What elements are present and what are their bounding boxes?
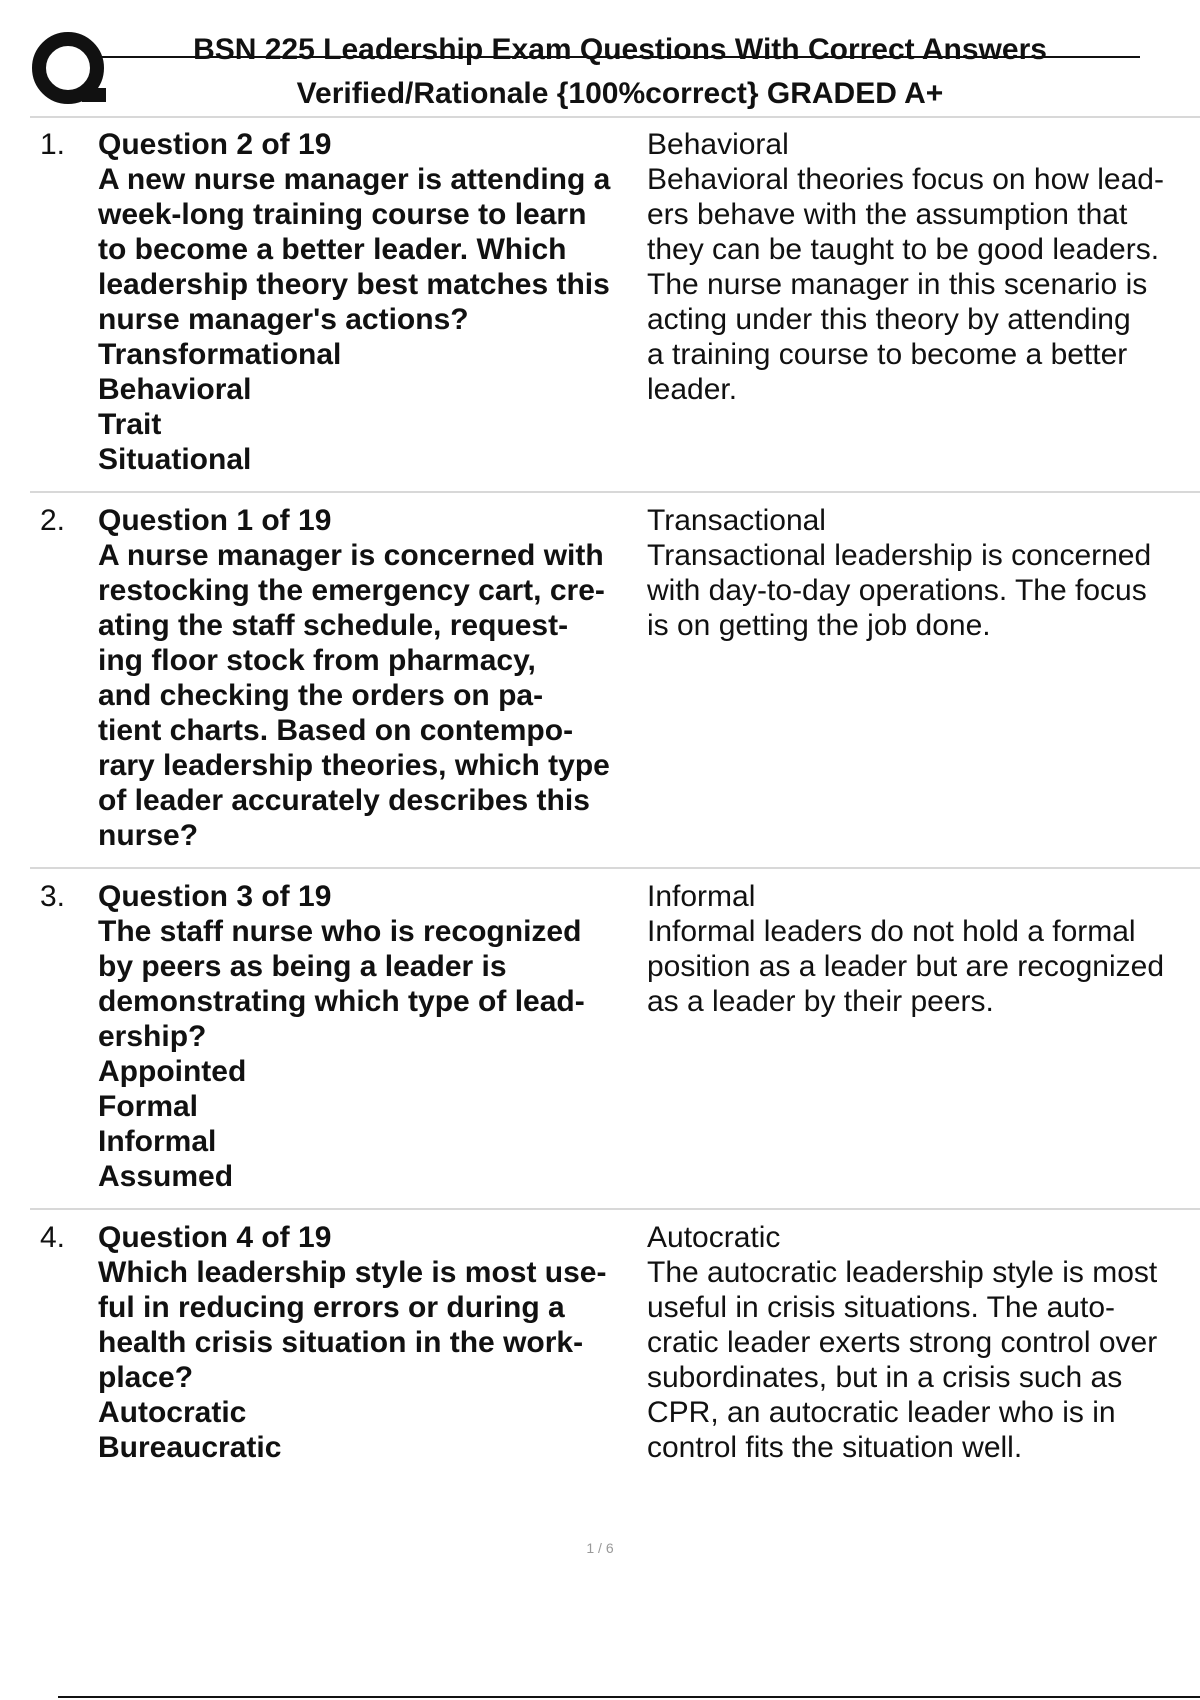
answer-option: Trait <box>98 408 162 441</box>
question-line: ating the staff schedule, request- <box>98 609 569 642</box>
rationale-line: a training course to become a better <box>647 338 1128 371</box>
answer-option: Transformational <box>98 338 342 371</box>
answer-option: Informal <box>98 1125 217 1158</box>
document-title-line-1: BSN 225 Leadership Exam Questions With Correct Answers <box>193 33 1047 66</box>
item-number: 1. <box>40 128 66 161</box>
question-line: to become a better leader. Which <box>98 233 567 266</box>
question-line: Question 2 of 19 <box>98 128 332 161</box>
rationale-line: The nurse manager in this scenario is <box>647 268 1148 301</box>
question-line: demonstrating which type of lead- <box>98 985 585 1018</box>
answer-rationale <box>647 127 1200 407</box>
rationale-line: is on getting the job done. <box>647 609 991 642</box>
question-line: leadership theory best matches this <box>98 268 610 301</box>
question-text <box>98 879 643 1194</box>
rationale-line: control fits the situation well. <box>647 1431 1023 1464</box>
question-line: place? <box>98 1361 194 1394</box>
rationale-line: ers behave with the assumption that <box>647 198 1128 231</box>
rationale-line: useful in crisis situations. The auto- <box>647 1291 1116 1324</box>
answer-rationale <box>647 879 1200 1019</box>
qa-item <box>30 869 1200 1210</box>
rationale-line: Transactional leadership is concerned <box>647 539 1152 572</box>
answer-option: Appointed <box>98 1055 247 1088</box>
question-text <box>98 503 643 853</box>
question-line: Question 3 of 19 <box>98 880 332 913</box>
rationale-line: subordinates, but in a crisis such as <box>647 1361 1123 1394</box>
correct-answer: Behavioral <box>647 128 789 161</box>
question-line: Question 1 of 19 <box>98 504 332 537</box>
document-title <box>120 28 1120 116</box>
answer-option: Bureaucratic <box>98 1431 282 1464</box>
rationale-line: Behavioral theories focus on how lead- <box>647 163 1164 196</box>
question-text <box>98 127 643 477</box>
rationale-line: leader. <box>647 373 738 406</box>
question-line: and checking the orders on pa- <box>98 679 544 712</box>
question-line: nurse manager's actions? <box>98 303 469 336</box>
question-line: Which leadership style is most use- <box>98 1256 607 1289</box>
question-line: ful in reducing errors or during a <box>98 1291 565 1324</box>
question-line: The staff nurse who is recognized <box>98 915 582 948</box>
footer-rule <box>58 1696 1200 1698</box>
question-text <box>98 1220 643 1465</box>
correct-answer: Autocratic <box>647 1221 781 1254</box>
qa-item <box>30 493 1200 869</box>
q-logo-icon <box>30 30 112 112</box>
question-line: rary leadership theories, which type <box>98 749 610 782</box>
question-line: of leader accurately describes this <box>98 784 590 817</box>
answer-rationale <box>647 1220 1200 1465</box>
correct-answer: Transactional <box>647 504 826 537</box>
qa-item <box>30 117 1200 493</box>
rationale-line: The autocratic leadership style is most <box>647 1256 1158 1289</box>
qa-list <box>30 117 1200 1479</box>
rationale-line: Informal leaders do not hold a formal <box>647 915 1136 948</box>
rationale-line: CPR, an autocratic leader who is in <box>647 1396 1116 1429</box>
rationale-line: as a leader by their peers. <box>647 985 994 1018</box>
answer-option: Assumed <box>98 1160 234 1193</box>
question-line: A nurse manager is concerned with <box>98 539 604 572</box>
item-number: 4. <box>40 1221 66 1254</box>
question-line: ership? <box>98 1020 207 1053</box>
item-number: 2. <box>40 504 66 537</box>
question-line: health crisis situation in the work- <box>98 1326 584 1359</box>
question-line: Question 4 of 19 <box>98 1221 332 1254</box>
answer-rationale <box>647 503 1200 643</box>
answer-option: Situational <box>98 443 252 476</box>
rationale-line: cratic leader exerts strong control over <box>647 1326 1158 1359</box>
question-line: restocking the emergency cart, cre- <box>98 574 605 607</box>
rationale-line: with day-to-day operations. The focus <box>647 574 1147 607</box>
answer-option: Autocratic <box>98 1396 247 1429</box>
rationale-line: acting under this theory by attending <box>647 303 1131 336</box>
question-line: by peers as being a leader is <box>98 950 507 983</box>
question-line: ing floor stock from pharmacy, <box>98 644 536 677</box>
rationale-line: position as a leader but are recognized <box>647 950 1165 983</box>
answer-option: Formal <box>98 1090 199 1123</box>
question-line: tient charts. Based on contempo- <box>98 714 574 747</box>
item-number: 3. <box>40 880 66 913</box>
rationale-line: they can be taught to be good leaders. <box>647 233 1160 266</box>
question-line: week-long training course to learn <box>98 198 587 231</box>
answer-option: Behavioral <box>98 373 252 406</box>
page-indicator: 1 / 6 <box>586 1540 614 1556</box>
qa-item <box>30 1210 1200 1479</box>
correct-answer: Informal <box>647 880 756 913</box>
question-line: nurse? <box>98 819 199 852</box>
document-title-line-2: Verified/Rationale {100%correct} GRADED A+ <box>296 77 944 110</box>
question-line: A new nurse manager is attending a <box>98 163 611 196</box>
